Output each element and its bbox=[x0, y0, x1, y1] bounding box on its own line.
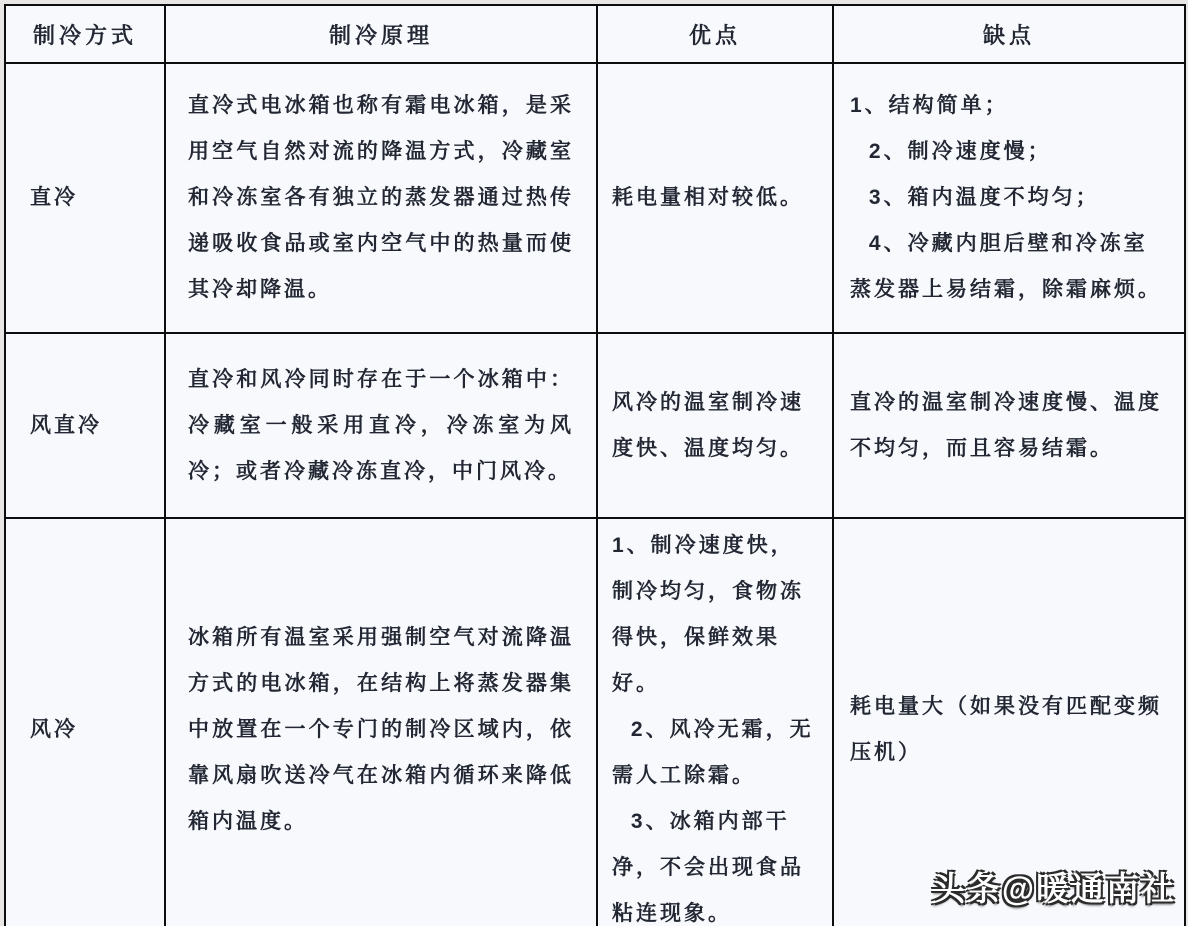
principle-cell bbox=[165, 333, 597, 518]
disadvantage-item: 1、结构简单； bbox=[850, 94, 1009, 117]
table-row-hybrid-cooling bbox=[5, 333, 1185, 518]
disadvantage-item: 2、制冷速度慢； bbox=[868, 140, 1052, 163]
table-header-row bbox=[5, 5, 1185, 63]
advantages-cell bbox=[597, 63, 833, 333]
principle-cell bbox=[165, 63, 597, 333]
advantages-cell bbox=[597, 518, 833, 926]
advantage-item: 3、冰箱内部干净，不会出现食品粘连现象。 bbox=[612, 810, 804, 925]
header-disadvantages: 缺点 bbox=[833, 5, 1185, 63]
principle-text: 直冷和风冷同时存在于一个冰箱中：冷藏室一般采用直冷，冷冻室为风冷；或者冷藏冷冻直冷，中门风冷。 bbox=[188, 367, 574, 483]
header-advantages: 优点 bbox=[597, 5, 833, 63]
disadvantage-item: 3、箱内温度不均匀； bbox=[868, 186, 1100, 209]
advantage-item: 2、风冷无霜，无需人工除霜。 bbox=[612, 718, 814, 787]
advantage-item: 1、制冷速度快，制冷均匀，食物冻得快，保鲜效果好。 bbox=[612, 534, 804, 695]
principle-text: 直冷式电冰箱也称有霜电冰箱，是采用空气自然对流的降温方式，冷藏室和冷冻室各有独立的蒸发器通过热传递吸收食品或室内空气中的热量而使其冷却降温。 bbox=[188, 94, 574, 301]
disadvantage-item: 4、冷藏内胆后壁和冷冻室蒸发器上易结霜，除霜麻烦。 bbox=[850, 232, 1162, 301]
advantage-item: 风冷的温室制冷速度快、温度均匀。 bbox=[612, 390, 804, 460]
advantages-cell bbox=[597, 333, 833, 518]
header-cooling-principle: 制冷原理 bbox=[165, 5, 597, 63]
method-cell: 直冷 bbox=[5, 63, 165, 333]
method-cell: 风直冷 bbox=[5, 333, 165, 518]
refrigeration-comparison-table bbox=[4, 4, 1186, 926]
disadvantages-cell bbox=[833, 333, 1185, 518]
disadvantages-cell bbox=[833, 63, 1185, 333]
disadvantage-item: 耗电量大（如果没有匹配变频压机） bbox=[850, 695, 1162, 764]
disadvantage-item: 直冷的温室制冷速度慢、温度不均匀，而且容易结霜。 bbox=[850, 390, 1162, 460]
advantage-item: 耗电量相对较低。 bbox=[612, 186, 804, 209]
principle-text: 冰箱所有温室采用强制空气对流降温方式的电冰箱，在结构上将蒸发器集中放置在一个专门的制冷区域内，依靠风扇吹送冷气在冰箱内循环来降低箱内温度。 bbox=[188, 626, 574, 833]
header-cooling-method: 制冷方式 bbox=[5, 5, 165, 63]
principle-cell bbox=[165, 518, 597, 926]
table-row-direct-cooling bbox=[5, 63, 1185, 333]
method-cell: 风冷 bbox=[5, 518, 165, 926]
watermark: 头条@暖通南社 bbox=[931, 870, 1176, 907]
